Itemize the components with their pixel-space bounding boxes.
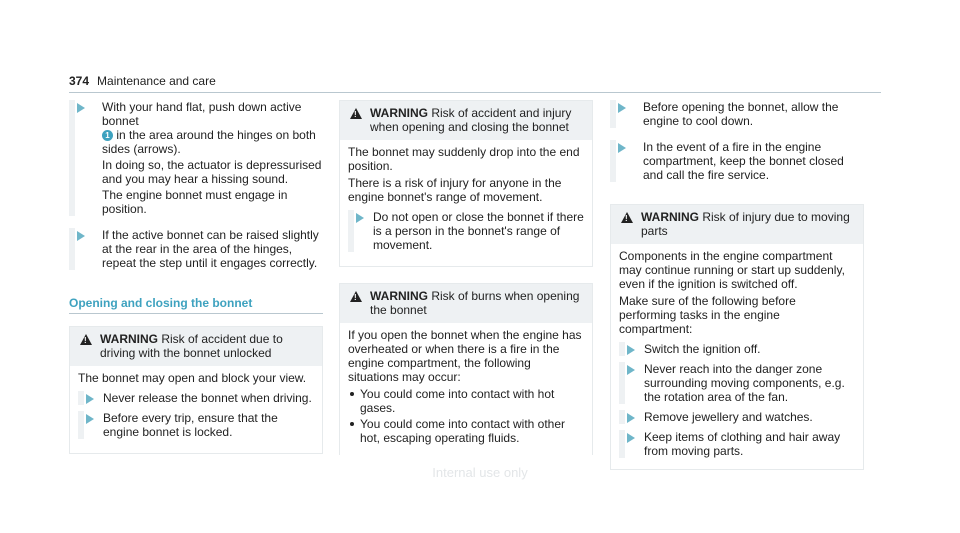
dot-list — [348, 387, 584, 445]
column-1 — [69, 100, 323, 464]
step-text: With your hand flat, push down active bonnet — [102, 100, 302, 128]
step-repeat — [69, 228, 323, 270]
warning-step — [78, 411, 314, 439]
warning-label: WARNING — [641, 210, 699, 224]
step-text: Before opening the bonnet, allow the engine to cool down. — [643, 100, 839, 128]
warning-triangle-icon: ! — [80, 334, 92, 345]
arrow-bullet-icon — [627, 413, 635, 423]
step-text: The engine bonnet must engage in position. — [102, 188, 288, 216]
warning-triangle-icon: ! — [350, 291, 362, 302]
step-text: Switch the ignition off. — [644, 342, 761, 356]
warning-box — [339, 100, 593, 267]
section-title: Opening and closing the bonnet — [69, 296, 323, 314]
arrow-bullet-icon — [618, 143, 626, 153]
column-3 — [610, 100, 864, 480]
warning-step — [619, 410, 855, 424]
arrow-bullet-icon — [77, 231, 85, 241]
warning-box — [339, 283, 593, 455]
warning-text: The bonnet may open and block your view. — [78, 371, 307, 385]
page-number: 374 — [69, 74, 90, 88]
step-text: If the active bonnet can be raised slightly at the rear in the area of the hinges, repeat the step until it engages correctly. — [102, 228, 319, 270]
list-item: You could come into contact with other hot, escaping operating fluids. — [348, 417, 584, 445]
step-text: In the event of a fire in the engine compartment, keep the bonnet closed and call the fire service. — [643, 140, 844, 182]
arrow-bullet-icon — [618, 103, 626, 113]
step-text: Before every trip, ensure that the engine bonnet is locked. — [103, 411, 278, 439]
warning-heading: Risk of burns when opening the bonnet — [370, 289, 580, 317]
list-item: You could come into contact with hot gases. — [348, 387, 584, 415]
arrow-bullet-icon — [77, 103, 85, 113]
warning-text: Make sure of the following before performing tasks in the engine compartment: — [619, 294, 796, 336]
arrow-bullet-icon — [627, 433, 635, 443]
step-text: In doing so, the actuator is depressurised and you may hear a hissing sound. — [102, 158, 322, 186]
warning-text: There is a risk of injury for anyone in the engine bonnet's range of movement. — [348, 176, 562, 204]
warning-heading: Risk of accident due to driving with the bonnet unlocked — [100, 332, 283, 360]
warning-label: WARNING — [100, 332, 158, 346]
arrow-bullet-icon — [627, 365, 635, 375]
warning-step — [78, 391, 314, 405]
step-text: Do not open or close the bonnet if there is a person in the bonnet's range of movement. — [373, 210, 584, 252]
warning-triangle-icon: ! — [350, 108, 362, 119]
warning-label: WARNING — [370, 289, 428, 303]
warning-step — [619, 430, 855, 458]
step-text: Keep items of clothing and hair away from moving parts. — [644, 430, 841, 458]
step-cool-down — [610, 100, 864, 128]
step-text: Remove jewellery and watches. — [644, 410, 813, 424]
warning-box — [69, 326, 323, 454]
warning-step — [619, 342, 855, 356]
arrow-bullet-icon — [86, 394, 94, 404]
arrow-bullet-icon — [86, 414, 94, 424]
step-text: in the area around the hinges on both sides (arrows). — [102, 128, 316, 156]
warning-text: If you open the bonnet when the engine has overheated or when there is a fire in the engine compartment, the following situations may occur: — [348, 328, 582, 384]
step-text: Never reach into the danger zone surrounding moving components, e.g. the rotation area of the fan. — [644, 362, 845, 404]
warning-text: The bonnet may suddenly drop into the end position. — [348, 145, 580, 173]
chapter-title: Maintenance and care — [97, 74, 216, 88]
page-header — [69, 74, 881, 93]
watermark: Internal use only — [432, 465, 528, 480]
warning-step — [348, 210, 584, 252]
warning-label: WARNING — [370, 106, 428, 120]
arrow-bullet-icon — [627, 345, 635, 355]
arrow-bullet-icon — [356, 213, 364, 223]
warning-step — [619, 362, 855, 404]
warning-heading: Risk of accident and injury when opening and closing the bonnet — [370, 106, 572, 134]
step-push-bonnet — [69, 100, 323, 216]
column-2 — [339, 100, 593, 465]
warning-triangle-icon: ! — [621, 212, 633, 223]
warning-heading: Risk of injury due to moving parts — [641, 210, 850, 238]
step-fire — [610, 140, 864, 182]
step-text: Never release the bonnet when driving. — [103, 391, 312, 405]
callout-badge-icon: 1 — [102, 130, 113, 141]
warning-box — [610, 204, 864, 470]
warning-text: Components in the engine compartment may continue running or start up suddenly, even if the ignition is switched off. — [619, 249, 845, 291]
